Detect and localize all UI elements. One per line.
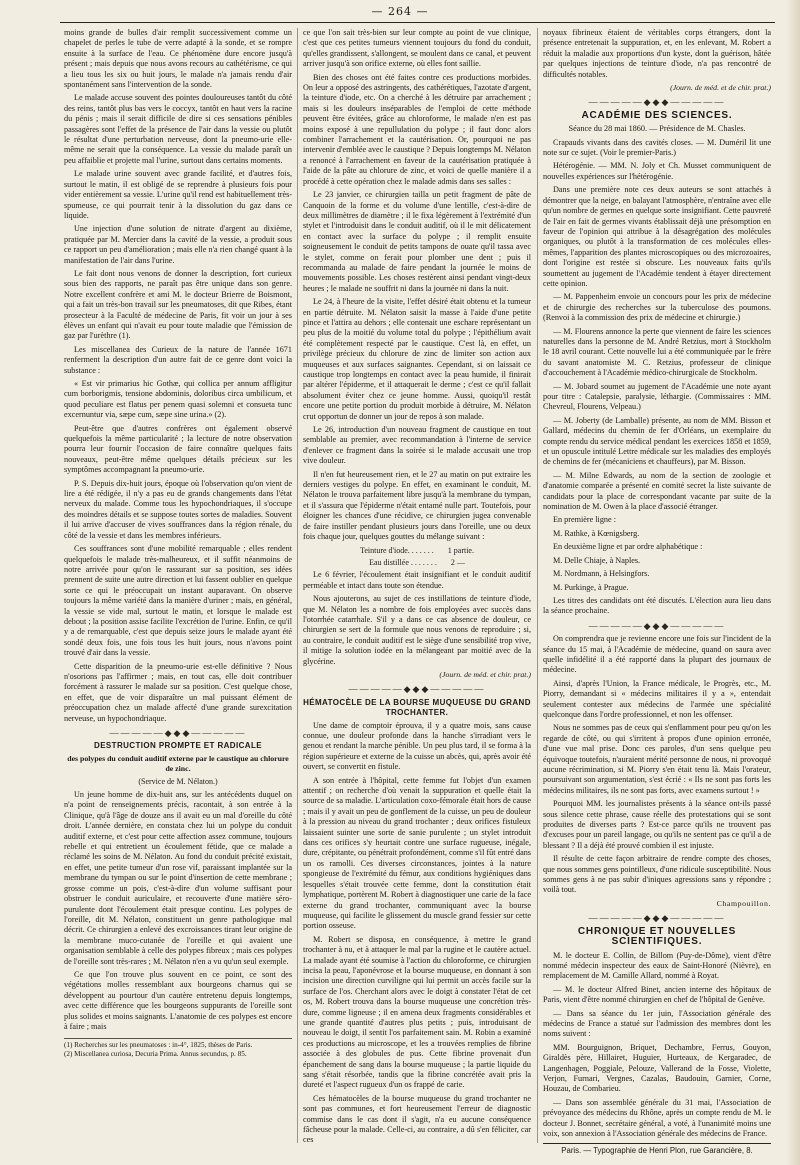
paragraph: Le 23 janvier, ce chirurgien tailla un petit fragment de pâte de Canquoin de la forme et du volume d'une lentille, c'est-à-dire de deux millimètres de diamètre ; il le fixa légèrement à l'extrémité d'un stylet et l'introduisit dans le conduit auditif, où il le mit délicatement en contact avec la surface du polype ; il remplit ensuite soigneusement le conduit de petits tampons de ouate qu'il tassa avec le stylet, comme on ferait pour plomber une dent ; puis il recommanda au malade de faire pendant la journée le moins de mouvements possible. Les choses restèrent ainsi pendant vingt-deux heures ; le malade ne souffrit ni dans la journée ni dans la nuit. bbox=[303, 190, 531, 293]
author-signature: Champouillon. bbox=[716, 898, 771, 908]
ornament-divider: —————◆◆◆————— bbox=[588, 913, 726, 924]
paragraph: — M. Pappenheim envoie un concours pour les prix de médecine et de chirurgie des recherches sur la tuberculose des poumons. (Renvoi à la commission des prix de médecine et chirurgie.) bbox=[543, 292, 771, 323]
formula-ingredient: Eau distillée . . . . . . . bbox=[369, 557, 437, 567]
paragraph: — M. Milne Edwards, au nom de la section de zoologie et d'anatomie comparée a présenté en comité secret la liste suivante de candidats pour la place de correspondant vacante par suite de la nomination de M. Owen à la place d'associé étranger. bbox=[543, 470, 771, 512]
paragraph: Ces souffrances sont d'une mobilité remarquable ; elles rendent quelquefois le malade très-malheureux, et il suffit néanmoins de notre arrivée pour qu'on le rassurant sur sa position, ses idées prennent de suite une autre direction et lui fassent oublier en quelque sorte ce qui le préoccupait un instant auparavant. On observe toujours la même variété dans la manière d'uriner ; mais, en général, la vessie se vide mal, surtout le matin, et lorsque le malade est debout ; la position assise facilite l'excrétion de l'urine. Enfin, ce qu'il y a de remarquable, c'est que depuis seize jours le malade ayant été sondé deux fois, une fois tous les huit jours, nous n'avons point trouvé d'air dans la vessie. bbox=[64, 544, 292, 658]
ornament-divider: —————◆◆◆————— bbox=[348, 684, 486, 695]
section-title: ACADÉMIE DES SCIENCES. bbox=[581, 109, 733, 121]
column-divider bbox=[297, 28, 298, 1143]
paragraph: ce que l'on sait très-bien sur leur compte au point de vue clinique, c'est que ces petites tumeurs viennent toujours du fond du conduit, qu'elles grandissent, s'allongent, se moulent dans ce canal, et peuvent arriver jusqu'à son orifice externe, où elles font saillie. bbox=[303, 28, 531, 69]
paragraph: Le 26, introduction d'un nouveau fragment de caustique en tout semblable au premier, avec recommandation à l'interne de service d'enlever ce fragment dans la soirée si le malade accusait une trop vive douleur. bbox=[303, 425, 531, 466]
header-rule bbox=[60, 22, 775, 23]
paragraph: Peut-être que d'autres confrères ont également observé quelquefois la même particularité ; la lecture de notre observation pourra leur fournir l'occasion de faire connaître quelques faits nouveaux, peut-être même quelques détails précieux sur les symptômes accompagnant la pneumo-urie. bbox=[64, 423, 292, 475]
paragraph: M. Robert se disposa, en conséquence, à mettre le grand trochanter à nu, et à attaquer le mal par la rugine et le cautère actuel. La malade ayant été soumise à l'action du chloroforme, ce chirurgien incisa la peau, l'aponévrose et la bourse muqueuse, en donnant à son incision une direction curviligne qui lui permit un accès facile sur la surface de l'os. Cherchant alors avec le doigt à constater l'état de cet os, M. Robert trouva dans la bourse muqueuse une concrétion très-dure, comme ligneuse ; il en amena deux fragments considérables et une grande quantité d'autres plus petits ; puis, introduisant de nouveau le doigt, il sentit l'os parfaitement sain. M. Robin a examiné ces productions au microscope, et les a trouvées remplies de fibrine associée à des globules de pus. Cette fibrine provenait d'un épanchement de sang dans la bourse muqueuse ; la partie liquide du sang s'était résorbée, tandis que la fibrine concrétée avait pris la dureté et l'aspect rugueux d'un os frappé de carie. bbox=[303, 934, 531, 1090]
paragraph: — M. le docteur Alfred Binet, ancien interne des hôpitaux de Paris, vient d'être nommé chirurgien en chef de l'hôpital de Genève. bbox=[543, 984, 771, 1005]
candidate-item: M. Nordmann, à Helsingfors. bbox=[553, 569, 650, 579]
paragraph: Nous ne sommes pas de ceux qui s'enflamment pour peu qu'on les regarde de côté, ou qui s'irritent à propos d'une opinion erronée, d'une vue mal prise. Donc ces paroles, d'un sens quelque peu équivoque toutefois, n'auraient mérité personne de nous, ni provoqué aucune récrimination, si M. Piorry s'en était tenu là. Mais l'orateur, poursuivant son argumentation, s'est écrié : « Ils ne sont pas forts les médecins militaires, ils ne sont pas forts, avec examens surtout ! » bbox=[543, 723, 771, 795]
paragraph: — M. Joberty (de Lamballe) présente, au nom de MM. Bisson et Gallard, médecins du chemin de fer d'Orléans, un exemplaire du compte rendu du service médical pendant les exercices 1858 et 1859, et un opuscule intitulé Lettre médicale sur les maladies des employés de chemins de fer (mécaniciens et chauffeurs), par M. Bisson. bbox=[543, 415, 771, 467]
paragraph: — Dans sa séance du 1er juin, l'Association générale des médecins de France a statué sur l'admission des membres dont les noms suivent : bbox=[543, 1008, 771, 1039]
paragraph: Crapauds vivants dans des cavités closes. — M. Duméril lit une note sur ce sujet. (Voir le premier-Paris.) bbox=[543, 137, 771, 158]
paragraph: Cette disparition de la pneumo-urie est-elle définitive ? Nous n'osorions pas l'affirmer ; mais, en tout cas, elle doit contribuer forcément à rassurer le malade sur sa position. C'est quelque chose, en effet, que de voir disparaître un mal puissant élément de préoccupation chez un malade affecté d'une grande surexcitation nerveuse, un hypochondriaque. bbox=[64, 661, 292, 723]
ornament-divider: —————◆◆◆————— bbox=[109, 728, 247, 738]
paragraph: Dans une première note ces deux auteurs se sont attachés à démontrer que la neige, en balayant l'atmosphère, n'entraîne avec elle qu'un nombre de germes en quelque sorte insignifiant. Cette pauvreté de l'air en fait de germes vivants établissait déjà une présomption en faveur de l'opinion qui attribue à la désagrégation des molécules organiques, ou plutôt à la transformation de ces molécules elles-mêmes, l'apparition des plantes microscopiques ou des microzoaires, dont l'origine est restée si obscure. Les nouveaux faits qu'ils soumettent au jugement de l'Académie tendent à étayer directement cette opinion. bbox=[543, 185, 771, 288]
paragraph: En deuxième ligne et par ordre alphabétique : bbox=[553, 542, 703, 552]
formula-line bbox=[303, 546, 531, 556]
session-line: Séance du 28 mai 1860. — Présidence de M. Chasles. bbox=[568, 124, 746, 134]
paragraph: Les miscellanea des Curieux de la nature de l'année 1671 renferment la description d'un autre fait de ce genre dont voici la substance : bbox=[64, 344, 292, 375]
formula-quantity: 2 — bbox=[450, 557, 465, 567]
column-left bbox=[64, 28, 292, 1059]
formula-ingredient: Teinture d'iode. . . . . . . bbox=[360, 545, 434, 555]
paragraph: A son entrée à l'hôpital, cette femme fut l'objet d'un examen attentif ; on recherche d'où venait la suppuration et quelle était la source de sa maladie. L'articulation coxo-fémorale était hors de cause ; mais il y avait un peu de gonflement de la cuisse, un peu de douleur à la pression au niveau du grand trochanter ; deux orifices fistuleux laissaient suinter une sorte de sanie purulente ; un stylet introduit dans ces orifices s'y heurtait contre une surface rugueuse, inégale, dure, crépitante, ou pénétrait profondément, comme s'il fût entré dans un os ramolli. Ces diverses circonstances, jointes à la nature spongieuse de l'extrémité du fémur, aux conditions hygiéniques dans lesquelles s'était trouvée cette femme, dont la constitution était lymphatique, portèrent M. Robert à diagnostiquer une carie de la face externe du grand trochanter, communiquant avec la bourse muqueuse, qui facilite le glissement du muscle grand fessier sur cette portion osseuse. bbox=[303, 775, 531, 931]
formula-line bbox=[303, 558, 531, 568]
column-right bbox=[543, 28, 771, 1157]
footnote: (2) Miscellanea curiosa, Decuria Prima. Annus secundus, p. 85. bbox=[64, 1050, 247, 1059]
printer-imprint: Paris. — Typographie de Henri Plon, rue Garancière, 8. bbox=[543, 1143, 771, 1156]
paragraph: M. le docteur E. Collin, de Billom (Puy-de-Dôme), vient d'être nommé médecin inspecteur des eaux de Saint-Honoré (Nièvre), en remplacement de M. Camille Allard, nommé à Royat. bbox=[543, 950, 771, 981]
paragraph: Le 24, à l'heure de la visite, l'effet désiré était obtenu et la tumeur en partie détruite. M. Nélaton saisit la masse à l'aide d'une petite pince et l'attira au dehors ; elle contenait une eschare représentant un peu plus de la moitié du volume total du polype ; l'épithélium avait été complètement respecté par le caustique. C'est là, en effet, un privilège précieux du chlorure de zinc de limiter son action aux muqueuses et aux surfaces saignantes. Cependant, si on laissait ce caustique trop longtemps en contact avec la peau humide, il finirait par altérer l'épiderme, et il attaquerait le derme ; c'est ce qu'il fallait absolument éviter chez ce jeune homme. Aussi, quoiqu'il restât encore une petite portion du produit morbide à détruire, M. Nélaton crut opportun de donner un jour de repos à son malade. bbox=[303, 297, 531, 421]
paragraph: Le 6 février, l'écoulement était insignifiant et le conduit auditif perméable et intact dans toute son étendue. bbox=[303, 570, 531, 590]
postscript: P. S. Depuis dix-huit jours, époque où l'observation qu'on vient de lire a été rédigée, il n'y a pas eu de grands changements dans l'état nerveux du malade. Comme tous les hypochondriaques, il s'occupe des moindres détails et se suppose toutes sortes de maladies. Souvent il lui arrive d'accuser de vives souffrances dans la région rénale, du côté de la vessie et dans les membres inférieurs. bbox=[64, 478, 292, 540]
paragraph: Le fait dont nous venons de donner la description, fort curieux sous bien des rapports, ne paraît pas être unique dans son genre. Notre excellent confrère et ami M. le docteur Brierre de Boismont, qui a fait un très-bon travail sur les pneumatoses, dit que Ribes, étant prosecteur à la Faculté de médecine de Paris, fit voir un jour à ses élèves un enfant qui n'avait eu pour toute maladie que l'émission de gaz par l'urèthre (1). bbox=[64, 268, 292, 341]
candidate-item: M. Rathke, à Kœnigsberg. bbox=[553, 528, 640, 538]
paragraph: Hétérogénie. — MM. N. Joly et Ch. Musset communiquent de nouvelles expériences sur l'hétérogénie. bbox=[543, 161, 771, 181]
paragraph: Ce que l'on trouve plus souvent en ce point, ce sont des végétations molles ressemblant aux bourgeons charnus qui se développent au pourtour d'un cautère entretenu depuis longtemps, avec cette différence que les bourgeons suppurants de l'oreille sont plus solides et moins saignants. L'anatomie de ces polypes est encore à faire ; mais bbox=[64, 969, 292, 1031]
formula-quantity: 1 partie. bbox=[447, 545, 474, 555]
section-service: (Service de M. Nélaton.) bbox=[138, 776, 218, 786]
column-middle bbox=[303, 28, 531, 1149]
paragraph: moins grande de bulles d'air remplit successivement comme un chapelet de perles le tube de verre adapté à la sonde, et se rompre ensuite à la surface de l'eau. Ce phénomène dure encore jusqu'à présent ; mais depuis que nous avons recours au cathétérisme, ce qui a lieu tous les six ou huit jours, le malade n'a jamais rendu d'air spontanément sans l'intervention de la sonde. bbox=[64, 28, 292, 90]
section-title: CHRONIQUE ET NOUVELLES SCIENTIFIQUES. bbox=[577, 925, 737, 948]
paragraph: Ces hématocèles de la bourse muqueuse du grand trochanter ne sont pas communes, et fort heureusement l'erreur de diagnostic commise dans le cas dont il s'agit, n'a eu aucune conséquence fâcheuse pour la malade. Celle-ci, au contraire, a dû s'en féliciter, car ces bbox=[303, 1093, 531, 1145]
source-citation: (Journ. de méd. et chir. prat.) bbox=[439, 669, 531, 679]
footnotes bbox=[64, 1038, 292, 1059]
ornament-divider: —————◆◆◆————— bbox=[588, 620, 726, 631]
candidate-item: M. Delle Chiaje, à Naples. bbox=[553, 555, 641, 565]
footnote: (1) Recherches sur les pneumatoses : in-4°, 1825, thèses de Paris. bbox=[64, 1041, 253, 1050]
paragraph: noyaux fibrineux étaient de véritables corps étrangers, dont la présence entretenait la suppuration, et, en les enlevant, M. Robert a réduit la maladie aux proportions d'un kyste, dont la guérison, hâtée par quelques injections de teinture d'iode, n'a pas rencontré de difficultés notables. bbox=[543, 28, 771, 79]
paragraph: Bien des choses ont été faites contre ces productions morbides. On leur a opposé des astringents, des cathérétiques, l'azotate d'argent, la teinture d'iode, etc. On a cherché à les détruire par arrachement ; mais si les douleurs inséparables de l'emploi de cette méthode peuvent être évitées, grâce au chloroforme, le malade n'en est pas moins exposé à une repullulation du polype ; il faut donc alors combiner l'arrachement et la cautérisation. Or, pourquoi ne pas intervenir d'emblée avec le caustique ? Depuis longtemps M. Nélaton a renoncé à l'arrachement en faveur de la cautérisation pratiquée à l'aide de la pâte au chlorure de zinc, et voici de quelle manière il a procédé à cette opération chez le malade admis dans ses salles : bbox=[303, 72, 531, 186]
paragraph: Une dame de comptoir éprouva, il y a quatre mois, sans cause connue, une douleur profonde dans la hanche s'irradiant vers le genou et rendant la marche pénible. Un peu plus tard, il se forma à la région supérieure et externe de la cuisse un abcès, qui, après avoir été ouvert, se convertit en fistule. bbox=[303, 720, 531, 772]
candidate-item: M. Purkinge, à Prague. bbox=[553, 582, 629, 592]
source-citation: (Journ. de méd. et de chir. prat.) bbox=[670, 83, 771, 93]
ornament-divider: —————◆◆◆————— bbox=[588, 97, 726, 108]
paragraph: — M. Jobard soumet au jugement de l'Académie une note ayant pour titre : Catalepsie, paralysie, léthargie. (Commissaires : MM. Chevreul, Flourens, Velpeau.) bbox=[543, 381, 771, 412]
paragraph: — M. Flourens annonce la perte que viennent de faire les sciences naturelles dans la personne de M. André Retzius, mort à Stockholm le 18 avril courant. Cette nouvelle lui a été communiquée par le frère du savant anatomiste M. C. Retzius, professeur de clinique d'accouchement à l'Académie médico-chirurgicale de Stockholm. bbox=[543, 326, 771, 378]
section-title: HÉMATOCÈLE DE LA BOURSE MUQUEUSE DU GRAND TROCHANTER. bbox=[303, 697, 531, 718]
paragraph: Une injection d'une solution de nitrate d'argent au dixième, pratiquée par M. Mercier dans la cavité de la vessie, a produit sous ce rapport un peu d'amélioration ; mais elle n'a rien changé quant à la manifestation de l'air dans l'urine. bbox=[64, 224, 292, 265]
paragraph: Le malade urine souvent avec grande facilité, et d'autres fois, surtout le matin, il est obligé de se reprendre à plusieurs fois pour vider entièrement sa vessie. L'urine qu'il rend est habituellement très-spumeuse, ce qui pourrait tenir à la dissolution du gaz dans ce liquide. bbox=[64, 169, 292, 220]
paragraph: Il résulte de cette façon arbitraire de rendre compte des choses, que nous sommes gens pointilleux, d'une ridicule susceptibilité. Nous sommes gens à ne pas subir d'iniques agressions sans y répondre ; voilà tout. bbox=[543, 854, 771, 895]
paragraph: Un jeune homme de dix-huit ans, sur les antécédents duquel on n'a point de renseignements précis, racontait, à son entrée à la Clinique, qu'à l'âge de douze ans il avait eu un mal d'oreille du côté droit. L'année dernière, en constata chez lui un polype du conduit auditif externe, et c'est pour cette affection assez commune, toujours rebelle et qui entretient un écoulement fétide, que ce malade a réclamé les soins de M. Nélaton. Au fond du conduit précité existait, en effet, une petite tumeur d'un rose vif, paraissant implantée sur la membrane du tympan ou sur le point d'insertion de cette membrane ; grosse comme un pois, c'est-à-dire d'un volume suffisant pour obstruer le conduit auriculaire, et recouverte d'une matière séro-purulente dont l'écoulement était presque continu. Les polypes de l'oreille, dit M. Nélaton, constituent un genre pathologique mal décrit. Ce chirurgien a enlevé des excroissances tirant leur origine de la membrane muco-cutanée de l'oreille et qui avaient une organisation semblable à celle des polypes fibreux ; mais ces polypes de l'oreille sont très-rares ; M. Nélaton n'en a vu qu'un seul exemple. bbox=[64, 790, 292, 966]
paragraph: Nous ajouterons, au sujet de ces instillations de teinture d'iode, que M. Nélaton les a nombre de fois employées avec succès dans l'otorrhée catarrhale. S'il y a dans ce cas absence de douleur, ce chirurgien se sert de la formule que nous venons de reproduire ; si, au contraire, le conduit auditif est le siège d'une sensibilité trop vive, il mitige la solution iodée en la mélangeant par moitié avec de la glycérine. bbox=[303, 594, 531, 666]
paragraph: Les titres des candidats ont été discutés. L'élection aura lieu dans la séance prochaine. bbox=[543, 595, 771, 616]
paragraph: Le malade accuse souvent des pointes douloureuses tantôt du côté des reins, tantôt plus bas vers le coccyx, tantôt en haut vers la racine du pénis ; mais il serait difficile de dire si ces sensations pénibles passagères sont l'effet de la présence de l'air dans la vessie ou plutôt le résultat d'une perturbation nerveuse, dont la pneumo-urie elle-même ne serait que la conséquence. La vessie du malade paraît un peu affaiblie et projette mal l'urine, surtout dans certains moments. bbox=[64, 93, 292, 165]
paragraph: Pourquoi MM. les journalistes présents à la séance ont-ils passé sous silence cette phrase, cause réelle des protestations qui se sont produites de diverses parts ? Est-ce parce qu'ils ne trouvent pas d'excuses pour un pareil langage, ou qu'ils ne sentent pas ce qu'il a de blessant ? Il a déjà été prouvé combien il est injuste. bbox=[543, 799, 771, 850]
paragraph: Il n'en fut heureusement rien, et le 27 au matin on put extraire les derniers vestiges du polype. En effet, en examinant le conduit, M. Nélaton le trouva parfaitement libre jusqu'à la membrane du tympan, et il s'assura que l'épiderme n'était entamé nulle part. Toutefois, pour éloigner les chances d'une récidive, ce chirurgien jugea convenable de faire instiller pendant plusieurs jours dans l'oreille, une ou deux fois chaque jour, quelques gouttes du mélange suivant : bbox=[303, 469, 531, 542]
section-subtitle: des polypes du conduit auditif externe par le caustique au chlorure de zinc. bbox=[67, 753, 289, 774]
paragraph: Ainsi, d'après l'Union, la France médicale, le Progrès, etc., M. Piorry, demandant si « médecins militaires il y a », entendait seulement contester aux médecins de l'armée une spécialité quelconque dans l'ordre professionnel, et non les offenser. bbox=[543, 678, 771, 719]
paragraph: En première ligne : bbox=[553, 515, 616, 525]
section-title: DESTRUCTION PROMPTE ET RADICALE bbox=[94, 741, 262, 751]
paragraph: — Dans son assemblée générale du 31 mai, l'Association de prévoyance des médecins du Rhône, après un compte rendu de M. le docteur J. Bonnet, secrétaire général, a voté, à l'unanimité moins une voix, son annexion à l'Association générale des médecins de France. bbox=[543, 1097, 771, 1138]
page-number: — 264 — bbox=[371, 5, 429, 18]
paragraph: MM. Bourguignon, Briquet, Dechambre, Ferrus, Gouyon, Giraldès père, Hillairet, Huguier, Hurteaux, de Kergaradec, de Langenhagen, Poggiale, Pelouze, Vallerand de la Fosse, Violette, Verjon, Furnari, Vergnes, Cazalas, Baudouin, Garnier, Corne, Houzau, de Combarieu. bbox=[543, 1042, 771, 1094]
paragraph: On comprendra que je revienne encore une fois sur l'incident de la séance du 15 mai, à l'Académie de médecine, quand on saura avec quelle infidélité il a été rapporté dans la plupart des journaux de médecine. bbox=[543, 634, 771, 675]
latin-quote: « Est vir primarius hic Gothæ, qui collica per annum affligitur cum borborigmis, tensione abdominis, doloribus circa umbilicum, et quod peculiare est flatus per penem quasi solemni et consueta tunc excernuntur via, sæpe cum, sæpe sine urina.» (2). bbox=[64, 379, 292, 420]
column-divider bbox=[537, 28, 538, 1143]
page-edge-shadow bbox=[786, 0, 800, 1165]
